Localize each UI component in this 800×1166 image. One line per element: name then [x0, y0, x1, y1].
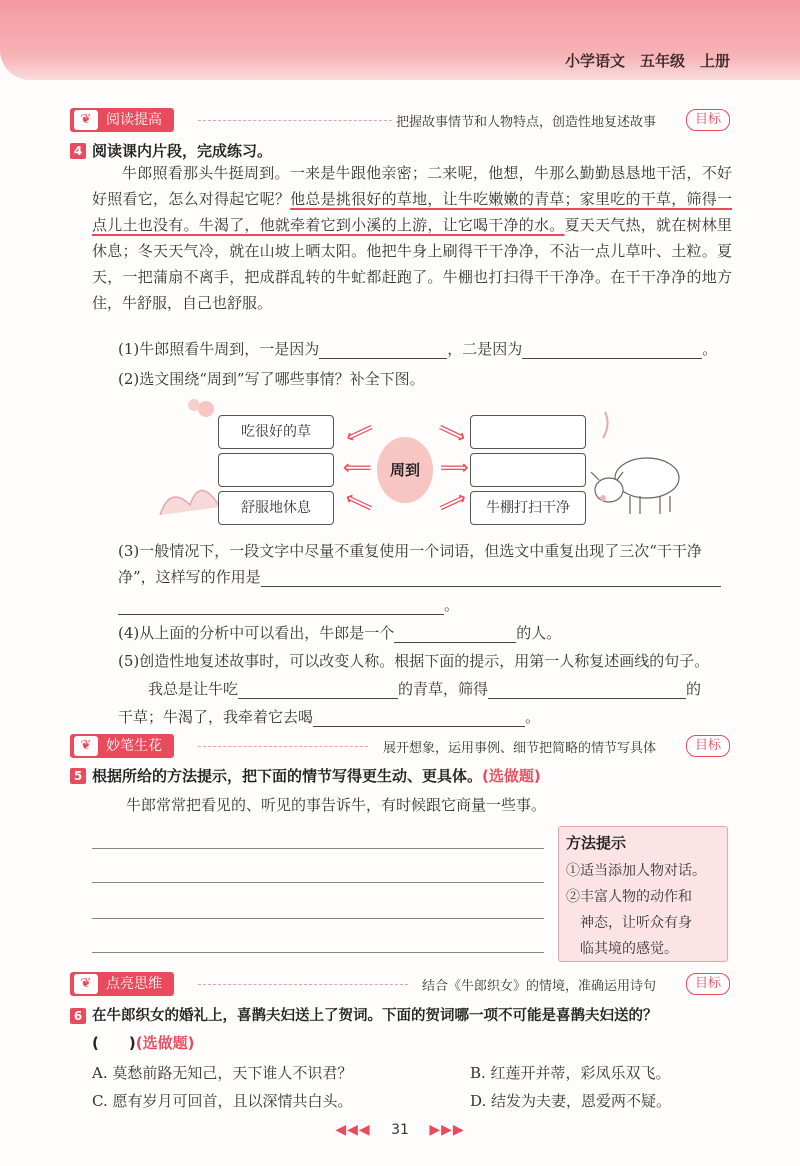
answer-blank-5c[interactable] — [313, 708, 525, 727]
sub5-text-d: 干草；牛渴了，我牵着它去喝 — [118, 708, 314, 726]
prev-page-icon: ◀◀◀ — [335, 1122, 371, 1138]
page-number: 31 — [391, 1122, 409, 1138]
sub-question-5: (5)创造性地复述故事时，可以改变人称。根据下面的提示，用第一人称复述画线的句子。 — [118, 652, 710, 670]
diagram-right-box-1[interactable] — [470, 415, 586, 449]
answer-blank-5b[interactable] — [488, 680, 686, 699]
sub5-text-e: 。 — [525, 708, 541, 726]
sub1-text-a: (1)牛郎照看牛周到，一是因为 — [118, 340, 320, 358]
diagram-right-box-2[interactable] — [470, 453, 586, 487]
section-writing-bar — [70, 734, 730, 760]
answer-blank-1b[interactable] — [522, 340, 702, 359]
question-6-answer-row — [92, 1032, 194, 1053]
section-writing-tag — [70, 734, 174, 758]
sub5-text-a: 我总是让牛吃 — [148, 680, 239, 698]
passage-underlined: 他总是挑很好的草地，让牛吃嫩嫩的青草；家里吃的干草，筛得一点儿土也没有。牛渴了，他就牵着它到小溪的上游，让它喝干净的水。 — [92, 190, 732, 234]
question-5-title — [92, 765, 541, 786]
sub-question-3-line1: (3)一般情况下，一段文字中尽量不重复使用一个词语，但选文中重复出现了三次“干干净 — [118, 542, 702, 560]
passage-text-b: 夏天天气热，就在树林里休息；冬天天气冷，就在山坡上晒太阳。他把牛身上刷得干干净净，不沾一点儿草叶、土粒。夏天，一把蒲扇不离手，把成群乱转的牛虻都赶跑了。牛棚也打扫得干干净净。在干干净净的地方住，牛舒服，自己也舒服。 — [92, 216, 732, 312]
section-divider — [198, 746, 368, 747]
arrow-left-up-icon: ⟸ — [341, 415, 378, 449]
answer-blank-3a[interactable] — [261, 568, 721, 587]
sub-question-4 — [118, 622, 561, 643]
diagram-left-box-3: 舒服地休息 — [218, 491, 334, 525]
method-tips-title: 方法提示 — [566, 834, 627, 852]
sub-question-2: (2)选文围绕“周到”写了哪些事情？补全下图。 — [118, 370, 425, 388]
method-tip-1: ①适当添加人物对话。 — [566, 863, 706, 879]
section-reading-tag — [70, 108, 174, 132]
section-thinking-target: 目标 — [686, 973, 730, 995]
section-divider — [198, 984, 408, 985]
question-5-title-text: 根据所给的方法提示，把下面的情节写得更生动、更具体。 — [92, 767, 483, 785]
cow-illustration — [575, 400, 685, 525]
method-tip-4: 临其境的感觉。 — [580, 941, 678, 957]
diagram-left-box-2[interactable] — [218, 453, 334, 487]
section-reading-bar — [70, 108, 730, 134]
passage-text-a: 牛郎照看那头牛挺周到。一来是牛跟他亲密；二来呢，他想，牛那么勤勤恳恳地干活，不好好照看它，怎么对得起它呢？ — [92, 164, 732, 208]
sub-question-3-line2 — [118, 566, 721, 587]
section-thinking-tag — [70, 972, 174, 996]
optional-badge: (选做题) — [135, 1034, 195, 1052]
section-writing-target: 目标 — [686, 735, 730, 757]
writing-line-4[interactable] — [92, 952, 544, 953]
option-b[interactable]: B. 红莲开并蒂，彩凤乐双飞。 — [470, 1064, 671, 1082]
sub-question-3-line3 — [118, 594, 459, 615]
book-sprout-icon: ❦ — [74, 110, 98, 130]
sub-question-1 — [118, 338, 717, 359]
arrow-left-down-icon: ⟸ — [341, 485, 378, 519]
section-thinking-goal: 结合《牛郎织女》的情境，准确运用诗句 — [418, 975, 660, 994]
section-thinking-title: 点亮思维 — [106, 976, 162, 992]
writing-line-3[interactable] — [92, 918, 544, 919]
diagram-center: 周到 — [377, 437, 433, 503]
section-reading-target: 目标 — [686, 109, 730, 131]
page-footer — [0, 1122, 800, 1138]
sub1-text-b: ，二是因为 — [447, 340, 523, 358]
diagram-left-box-1: 吃很好的草 — [218, 415, 334, 449]
arrow-right-icon: ⟹ — [440, 455, 469, 479]
answer-blank-3b[interactable] — [118, 596, 444, 615]
grade-label: 小学语文 五年级 上册 — [564, 52, 730, 70]
method-tip-3: 神态，让听众有身 — [580, 915, 692, 931]
question-5-number: 5 — [70, 768, 86, 784]
question-6-title: 在牛郎织女的婚礼上，喜鹊夫妇送上了贺词。下面的贺词哪一项不可能是喜鹊夫妇送的？ — [92, 1008, 658, 1024]
answer-blank-4[interactable] — [394, 624, 516, 643]
section-thinking-bar — [70, 972, 730, 998]
sub3-text-b: 净”，这样写的作用是 — [118, 568, 261, 586]
answer-blank-1a[interactable] — [319, 340, 447, 359]
diagram-right-box-3: 牛棚打扫干净 — [470, 491, 586, 525]
sub-question-5-line2 — [118, 706, 540, 727]
question-4-title: 阅读课内片段，完成练习。 — [92, 142, 273, 160]
sub1-text-c: 。 — [702, 340, 718, 358]
method-tip-2: ②丰富人物的动作和 — [566, 889, 692, 905]
book-sprout-icon: ❦ — [74, 974, 98, 994]
sub4-text-a: (4)从上面的分析中可以看出，牛郎是一个 — [118, 624, 395, 642]
option-d[interactable]: D. 结发为夫妻，恩爱两不疑。 — [470, 1092, 672, 1110]
section-writing-title: 妙笔生花 — [106, 738, 162, 754]
option-a[interactable]: A. 莫愁前路无知己，天下谁人不识君？ — [92, 1064, 353, 1082]
book-sprout-icon: ❦ — [74, 736, 98, 756]
answer-bracket[interactable]: ( ) — [92, 1034, 136, 1052]
question-4-number: 4 — [70, 143, 86, 159]
sub4-text-b: 的人。 — [516, 624, 562, 642]
sub5-text-b: 的青草，筛得 — [398, 680, 489, 698]
section-writing-goal: 展开想象，运用事例、细节把简略的情节写具体 — [379, 737, 660, 756]
reading-passage — [92, 160, 732, 316]
writing-line-2[interactable] — [92, 882, 544, 883]
writing-prompt: 牛郎常常把看见的、听见的事告诉牛，有时候跟它商量一些事。 — [126, 796, 547, 814]
arrow-right-down-icon: ⟹ — [434, 485, 471, 519]
section-reading-title: 阅读提高 — [106, 112, 162, 128]
arrow-right-up-icon: ⟹ — [434, 415, 471, 449]
writing-line-1[interactable] — [92, 848, 544, 849]
section-reading-goal: 把握故事情节和人物特点，创造性地复述故事 — [392, 111, 660, 130]
arrow-left-icon: ⟸ — [343, 455, 372, 479]
question-6-number: 6 — [70, 1008, 86, 1024]
sub5-text-c: 的 — [686, 680, 702, 698]
sub3-text-c: 。 — [444, 596, 460, 614]
option-c[interactable]: C. 愿有岁月可回首，且以深情共白头。 — [92, 1092, 353, 1110]
next-page-icon: ▶▶▶ — [429, 1122, 465, 1138]
sub-question-5-line1 — [148, 678, 701, 699]
optional-badge: (选做题) — [482, 767, 541, 785]
answer-blank-5a[interactable] — [238, 680, 398, 699]
